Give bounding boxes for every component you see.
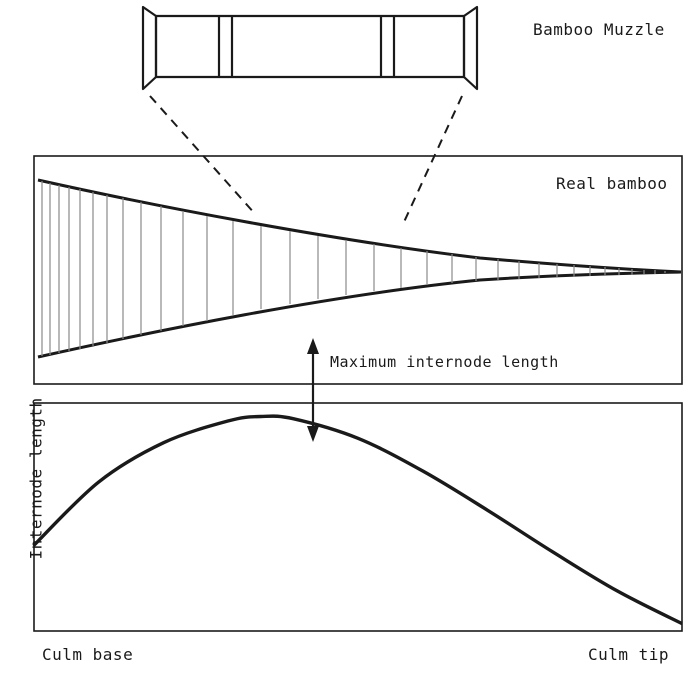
y-axis-label: Internode length <box>26 397 46 560</box>
bamboo-muzzle-title: Bamboo Muzzle <box>533 20 665 39</box>
maximum-internode-length-label: Maximum internode length <box>330 353 559 371</box>
zoom-connector-lines <box>150 96 462 222</box>
x-axis-left-label: Culm base <box>42 645 134 664</box>
real-bamboo-culm-diagram <box>38 180 681 357</box>
internode-length-curve <box>34 416 682 623</box>
x-axis-right-label: Culm tip <box>588 645 670 664</box>
bamboo-muzzle-diagram <box>143 7 477 89</box>
real-bamboo-title: Real bamboo <box>556 174 668 193</box>
